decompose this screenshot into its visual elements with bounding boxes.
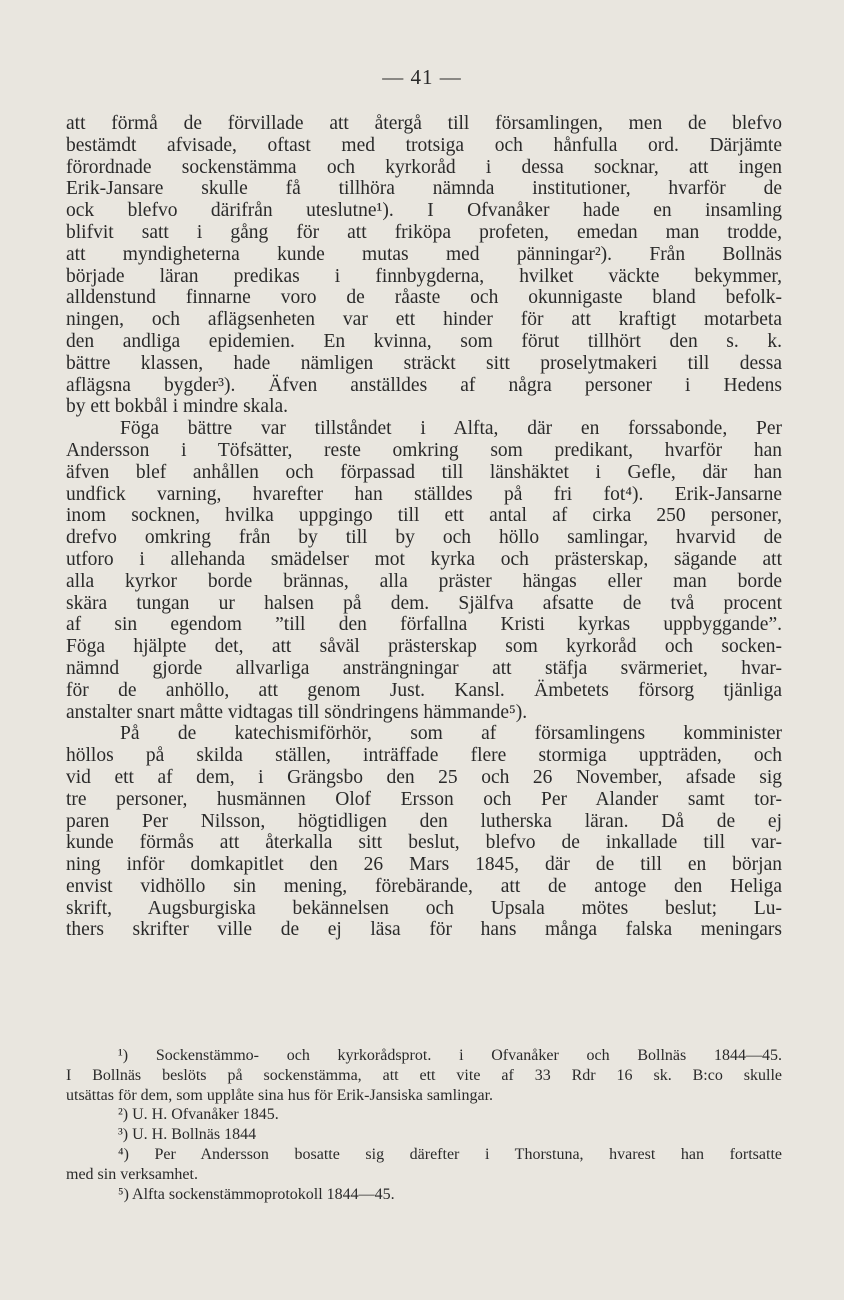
- footnote-line: ¹) Sockenstämmo- och kyrkorådsprot. i Ofvanåker och Bollnäs 1844—45.: [118, 1047, 782, 1064]
- body-line: alla kyrkor borde brännas, alla präster hängas eller man borde: [66, 570, 782, 592]
- footnotes: [66, 1046, 782, 1204]
- body-line: anstalter snart måtte vidtagas till söndringens hämmande⁵).: [66, 701, 528, 723]
- footnote-line: med sin verksamhet.: [66, 1165, 198, 1183]
- body-line: att förmå de förvillade att återgå till församlingen, men de blefvo: [66, 113, 782, 134]
- body-line: äfven blef anhållen och förpassad till länshäktet i Gefle, där han: [66, 461, 782, 483]
- body-line: bestämdt afvisade, oftast med trotsiga och hånfulla ord. Därjämte: [66, 134, 782, 156]
- body-line: ningen, och aflägsenheten var ett hinder för att kraftigt motarbeta: [66, 309, 782, 331]
- footnote-line: ²) U. H. Ofvanåker 1845.: [118, 1106, 279, 1124]
- body-line: kunde förmås att återkalla sitt beslut, blefvo de inkallade till var-: [66, 832, 782, 854]
- footnote-line: ³) U. H. Bollnäs 1844: [118, 1126, 257, 1144]
- footnote-line: I Bollnäs beslöts på sockenstämma, att ett vite af 33 Rdr 16 sk. B:co skulle: [66, 1066, 782, 1084]
- body-line: alldenstund finnarne voro de råaste och okunnigaste bland befolk-: [66, 287, 782, 309]
- body-line: skrift, Augsburgiska bekännelsen och Upsala mötes beslut; Lu-: [66, 897, 782, 919]
- body-line: vid ett af dem, i Grängsbo den 25 och 26 November, afsade sig: [66, 766, 782, 788]
- body-line: Erik-Jansare skulle få tillhöra nämnda institutioner, hvarför de: [66, 178, 782, 200]
- body-line: thers skrifter ville de ej läsa för hans många falska meningars: [66, 919, 782, 941]
- body-line: På de katechismiförhör, som af församlingens komminister: [120, 723, 782, 745]
- body-line: tre personer, husmännen Olof Ersson och Per Alander samt tor-: [66, 788, 782, 810]
- body-line: nämnd gjorde allvarliga ansträngningar att stäfja svärmeriet, hvar-: [66, 657, 782, 679]
- body-line: blifvit satt i gång för att friköpa profeten, emedan man trodde,: [66, 221, 782, 243]
- body-line: den andliga epidemien. En kvinna, som förut tillhört den s. k.: [66, 330, 782, 352]
- body-line: undfick varning, hvarefter han ställdes på fri fot⁴). Erik-Jansarne: [66, 483, 782, 505]
- body-line: paren Per Nilsson, högtidligen den lutherska läran. Då de ej: [66, 810, 782, 832]
- body-line: drefvo omkring från by till by och höllo samlingar, hvarvid de: [66, 527, 782, 549]
- body-line: Föga hjälpte det, att såväl prästerskap som kyrkoråd och socken-: [66, 636, 782, 658]
- body-line: by ett bokbål i mindre skala.: [66, 396, 289, 418]
- body-line: aflägsna bygder³). Äfven anställdes af några personer i Hedens: [66, 374, 782, 396]
- body-line: ock blefvo därifrån uteslutne¹). I Ofvanåker hade en insamling: [66, 200, 782, 222]
- body-text: [66, 113, 782, 941]
- body-line: inom socknen, hvilka uppgingo till ett antal af cirka 250 personer,: [66, 505, 782, 527]
- body-line: utforo i allehanda smädelser mot kyrka och prästerskap, sägande att: [66, 548, 782, 570]
- page-number: — 41 —: [382, 65, 462, 89]
- body-line: började läran predikas i finnbygderna, hvilket väckte bekymmer,: [66, 265, 782, 287]
- footnote-line: ⁴) Per Andersson bosatte sig därefter i Thorstuna, hvarest han fortsatte: [118, 1145, 782, 1163]
- body-line: skära tungan ur halsen på dem. Själfva afsatte de två procent: [66, 592, 782, 614]
- body-line: för de anhöllo, att genom Just. Kansl. Ämbetets försorg tjänliga: [66, 679, 782, 701]
- footnote-line: ⁵) Alfta sockenstämmoprotokoll 1844—45.: [118, 1185, 395, 1203]
- body-line: ning inför domkapitlet den 26 Mars 1845, där de till en början: [66, 854, 782, 876]
- body-line: af sin egendom ”till den förfallna Kristi kyrkas uppbyggande”.: [66, 614, 782, 636]
- body-line: envist vidhöllo sin mening, förebärande, att de antoge den Heliga: [66, 875, 782, 897]
- body-line: Andersson i Töfsätter, reste omkring som predikant, hvarför han: [66, 439, 782, 461]
- body-line: höllos på skilda ställen, inträffade flere stormiga uppträden, och: [66, 745, 782, 767]
- footnote-line: utsättas för dem, som upplåte sina hus för Erik-Jansiska samlingar.: [66, 1086, 494, 1104]
- body-line: förordnade sockenstämma och kyrkoråd i dessa socknar, att ingen: [66, 156, 782, 178]
- body-line: bättre klassen, hade nämligen sträckt sitt proselytmakeri till dessa: [66, 352, 782, 374]
- body-line: Föga bättre var tillståndet i Alfta, där en forssabonde, Per: [120, 418, 782, 440]
- body-line: att myndigheterna kunde mutas med pänningar²). Från Bollnäs: [66, 243, 782, 265]
